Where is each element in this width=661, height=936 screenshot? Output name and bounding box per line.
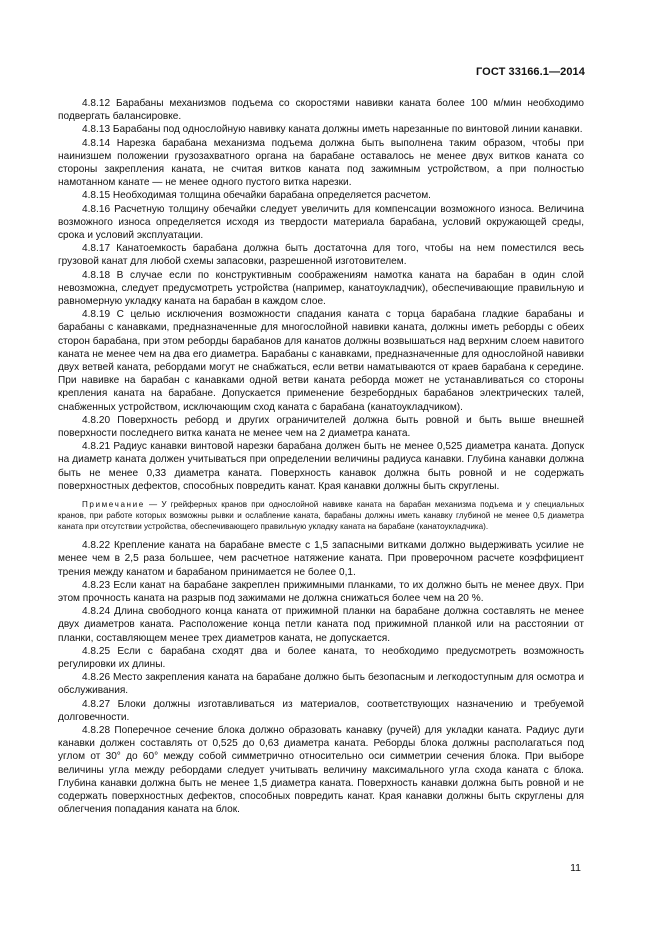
clause-4-8-24: 4.8.24 Длина свободного конца каната от прижимной планки на барабане должна составлять не менее двух диаметров каната. Расположение конца петли каната под прижимной планкой или на расстоянии от планки, составляющем менее трех диаметров каната, не допускается. <box>58 606 584 644</box>
clause-4-8-16: 4.8.16 Расчетную толщину обечайки следует увеличить для компенсации возможного износа. Величина возможного износа определяется исходя из твердости материала барабана, условий окружающей среды, срока и условий эксплуатации. <box>58 203 584 242</box>
clause-4-8-18: 4.8.18 В случае если по конструктивным соображениям намотка каната на барабан в один слой невозможна, следует предусмотреть устройства (например, канатоукладчик), обеспечивающие правильную и равномерную укладку каната на барабан в каждом слое. <box>58 269 584 308</box>
clause-4-8-28: 4.8.28 Поперечное сечение блока должно образовать канавку (ручей) для укладки каната. Радиус дуги канавки должен составлять от 0,525 до 0,63 диаметра каната. Реборды блока должны располагаться под углом от 30° до 60° между собой симметрично относительно оси симметрии сечения блока. При выборе величины угла между ребордами следует учитывать величину максимального угла схода каната с блока. Глубина канавки должна быть не менее 1,5 диаметра каната. Поверхность канавки должна быть ровной и не содержать поверхностных дефектов, способных повредить канат. Края канавки должны быть скруглены для облегчения попадания каната на блок. <box>58 724 584 816</box>
note-text: — У грейферных кранов при однослойной навивке каната на барабан механизма подъема и у специальных кранов, при работе которых возможны рывки и ослабление каната, барабаны должны иметь канавку глубиной не менее 0,5 диаметра каната при отсутствии устройства, обеспечивающего правильную укладку каната на барабане (канатоукладчика). <box>58 500 584 532</box>
clause-4-8-26: 4.8.26 Место закрепления каната на барабане должно быть безопасным и легкодоступным для осмотра и обслуживания. <box>58 672 584 697</box>
page-number: 11 <box>570 862 581 874</box>
clause-4-8-20: 4.8.20 Поверхность реборд и других ограничителей должна быть ровной и быть выше внешней поверхности последнего витка каната не менее чем на 2 диаметра каната. <box>58 414 584 440</box>
clause-4-8-14: 4.8.14 Нарезка барабана механизма подъема должна быть выполнена таким образом, чтобы при наинизшем положении грузозахватного органа на барабане оставалось не менее двух витков каната со стороны закрепления каната, не считая витков каната под зажимным устройством, а при полностью намотанном канате — не менее одного пустого витка нарезки. <box>58 137 584 189</box>
clause-4-8-25: 4.8.25 Если с барабана сходят два и более каната, то необходимо предусмотреть возможность регулировки их длины. <box>58 645 584 670</box>
clause-4-8-27: 4.8.27 Блоки должны изготавливаться из материалов, соответствующих назначению и требуемой долговечности. <box>58 698 584 723</box>
note-paragraph <box>58 499 584 532</box>
clause-4-8-13: 4.8.13 Барабаны под однослойную навивку каната должны иметь нарезанные по винтовой линии канавки. <box>82 124 583 136</box>
standard-number-header: ГОСТ 33166.1—2014 <box>475 66 585 78</box>
note-label: Примечание <box>82 500 145 510</box>
clause-4-8-17: 4.8.17 Канатоемкость барабана должна быть достаточна для того, чтобы на нем поместился весь грузовой канат для любой схемы запасовки, разрешенной изготовителем. <box>58 243 584 268</box>
clause-4-8-12: 4.8.12 Барабаны механизмов подъема со скоростями навивки каната более 100 м/мин необходимо подвергать балансировке. <box>58 98 584 123</box>
clause-4-8-23: 4.8.23 Если канат на барабане закреплен прижимными планками, то их должно быть не менее двух. При этом прочность каната на разрыв под зажимами не должна снижаться более чем на 20 %. <box>58 579 584 604</box>
clause-4-8-19: 4.8.19 С целью исключения возможности спадания каната с торца барабана гладкие барабаны и барабаны с канавками, предназначенные для многослойной навивки каната, должны иметь реборды с обеих сторон барабана, при этом реборды барабанов для канатов должны возвышаться над верхним слоем навитого каната не менее чем на два его диаметра. Барабаны с канавками, предназначенные для однослойной навивки двух ветвей каната, ребордами могут не снабжаться, если ветви наматываются от краев барабана к середине. При навивке на барабан с канавками одной ветви каната реборда может не устанавливаться со стороны крепления каната на барабане. Допускается применение безребордных барабанов электрических талей, снабженных устройством, исключающим сход каната с барабана (канатоукладчиком). <box>58 309 584 413</box>
clause-4-8-22: 4.8.22 Крепление каната на барабане вместе с 1,5 запасными витками должно выдерживать усилие не менее чем в 2,5 раза большее, чем расчетное натяжение каната. При проверочном расчете коэффициент трения между канатом и барабаном принимается не более 0,1. <box>58 540 584 578</box>
clause-4-8-21: 4.8.21 Радиус канавки винтовой нарезки барабана должен быть не менее 0,525 диаметра каната. Допуск на диаметр каната должен учитываться при определении величины радиуса канавки. Глубина канавки должна быть не менее 0,33 диаметра каната. Поверхность канавок должна быть ровной и не содержать поверхностных дефектов, способных повредить канат. Края канавки должны быть скруглены. <box>58 441 584 492</box>
clause-4-8-15: 4.8.15 Необходимая толщина обечайки барабана определяется расчетом. <box>82 190 431 202</box>
document-body <box>58 97 584 816</box>
